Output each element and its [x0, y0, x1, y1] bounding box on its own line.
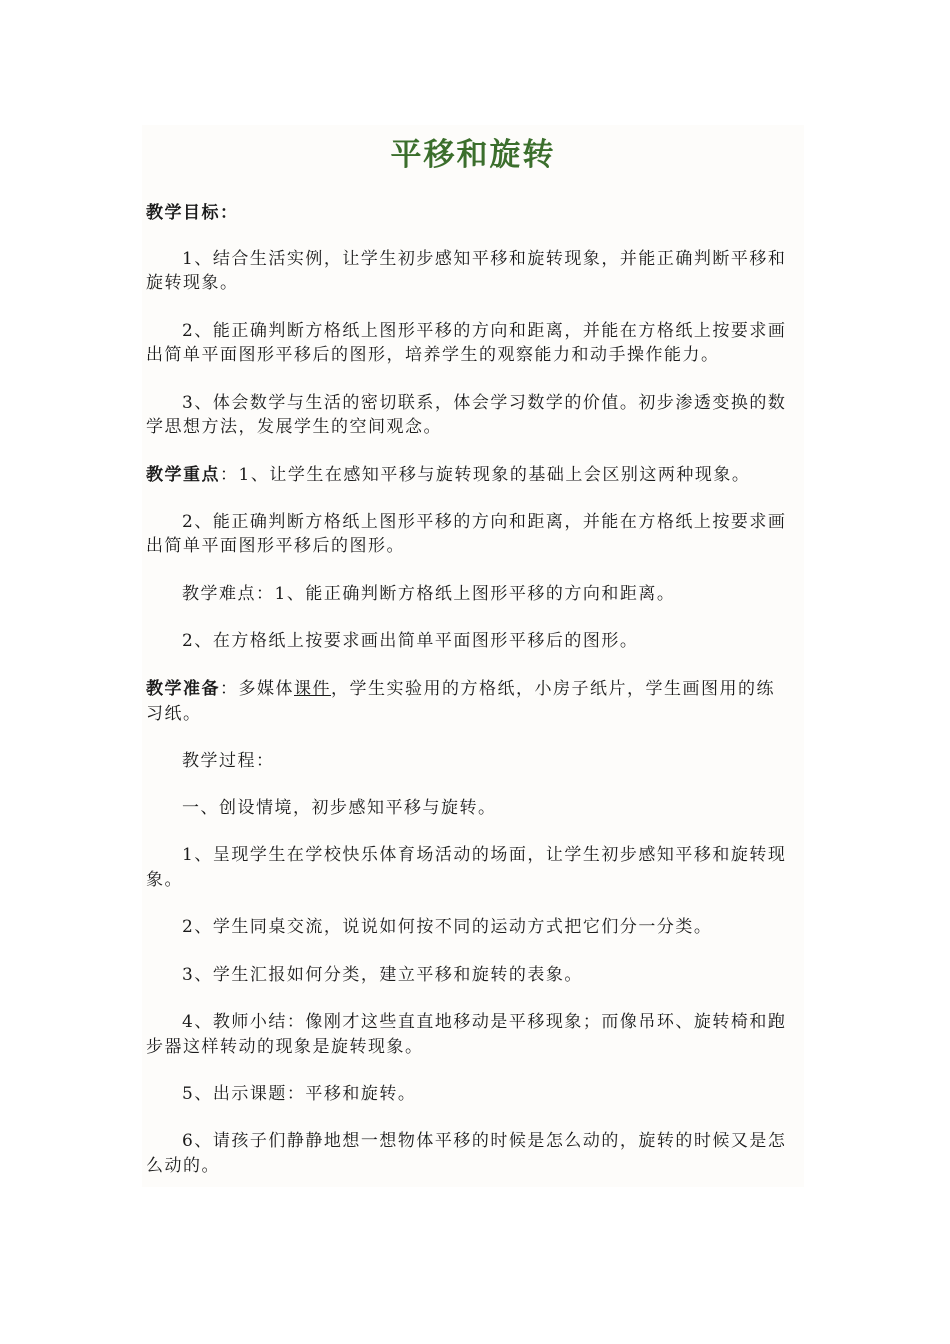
key-points-line-1: [146, 463, 804, 487]
process-step-1-line-2: 象。: [146, 870, 183, 890]
key-points-heading: 教学重点: [146, 465, 220, 485]
process-step-6-line-2: 么动的。: [146, 1156, 220, 1176]
key-point-2-line-1: 2、能正确判断方格纸上图形平移的方向和距离，并能在方格纸上按要求画: [182, 512, 787, 532]
process-section-1: 一、创设情境，初步感知平移与旋转。: [182, 798, 497, 818]
difficulties-line-1: 教学难点：1、能正确判断方格纸上图形平移的方向和距离。: [182, 584, 676, 604]
process-step-2: 2、学生同桌交流，说说如何按不同的运动方式把它们分一分类。: [182, 917, 713, 937]
objective-3-line-2: 学思想方法，发展学生的空间观念。: [146, 417, 442, 437]
process-step-4-line-1: 4、教师小结：像刚才这些直直地移动是平移现象；而像吊环、旋转椅和跑: [182, 1012, 787, 1032]
key-point-1: ：1、让学生在感知平移与旋转现象的基础上会区别这两种现象。: [220, 465, 751, 485]
courseware-link[interactable]: 课件: [294, 679, 331, 699]
document-page: [142, 125, 804, 1187]
process-heading: 教学过程：: [182, 751, 275, 771]
objective-1-line-1: 1、结合生活实例，让学生初步感知平移和旋转现象，并能正确判断平移和: [182, 249, 787, 269]
objective-3-line-1: 3、体会数学与生活的密切联系，体会学习数学的价值。初步渗透变换的数: [182, 393, 787, 413]
preparation-line-1: [146, 677, 804, 701]
document-title: 平移和旋转: [390, 137, 556, 173]
process-step-1-line-1: 1、呈现学生在学校快乐体育场活动的场面，让学生初步感知平移和旋转现: [182, 845, 787, 865]
objective-1-line-2: 旋转现象。: [146, 273, 239, 293]
process-step-6-line-1: 6、请孩子们静静地想一想物体平移的时候是怎么动的，旋转的时候又是怎: [182, 1131, 787, 1151]
preparation-prefix: ：多媒体: [220, 679, 294, 699]
objective-2-line-2: 出简单平面图形平移后的图形，培养学生的观察能力和动手操作能力。: [146, 345, 720, 365]
difficulties-line-2: 2、在方格纸上按要求画出简单平面图形平移后的图形。: [182, 631, 639, 651]
preparation-suffix: ，学生实验用的方格纸，小房子纸片，学生画图用的练: [331, 679, 775, 699]
objective-2-line-1: 2、能正确判断方格纸上图形平移的方向和距离，并能在方格纸上按要求画: [182, 321, 787, 341]
key-point-2-line-2: 出简单平面图形平移后的图形。: [146, 536, 405, 556]
process-step-4-line-2: 步器这样转动的现象是旋转现象。: [146, 1037, 424, 1057]
preparation-heading: 教学准备: [146, 679, 220, 699]
objectives-heading: 教学目标：: [146, 203, 239, 223]
process-step-5: 5、出示课题：平移和旋转。: [182, 1084, 417, 1104]
preparation-line-2: 习纸。: [146, 704, 202, 724]
process-step-3: 3、学生汇报如何分类，建立平移和旋转的表象。: [182, 965, 583, 985]
